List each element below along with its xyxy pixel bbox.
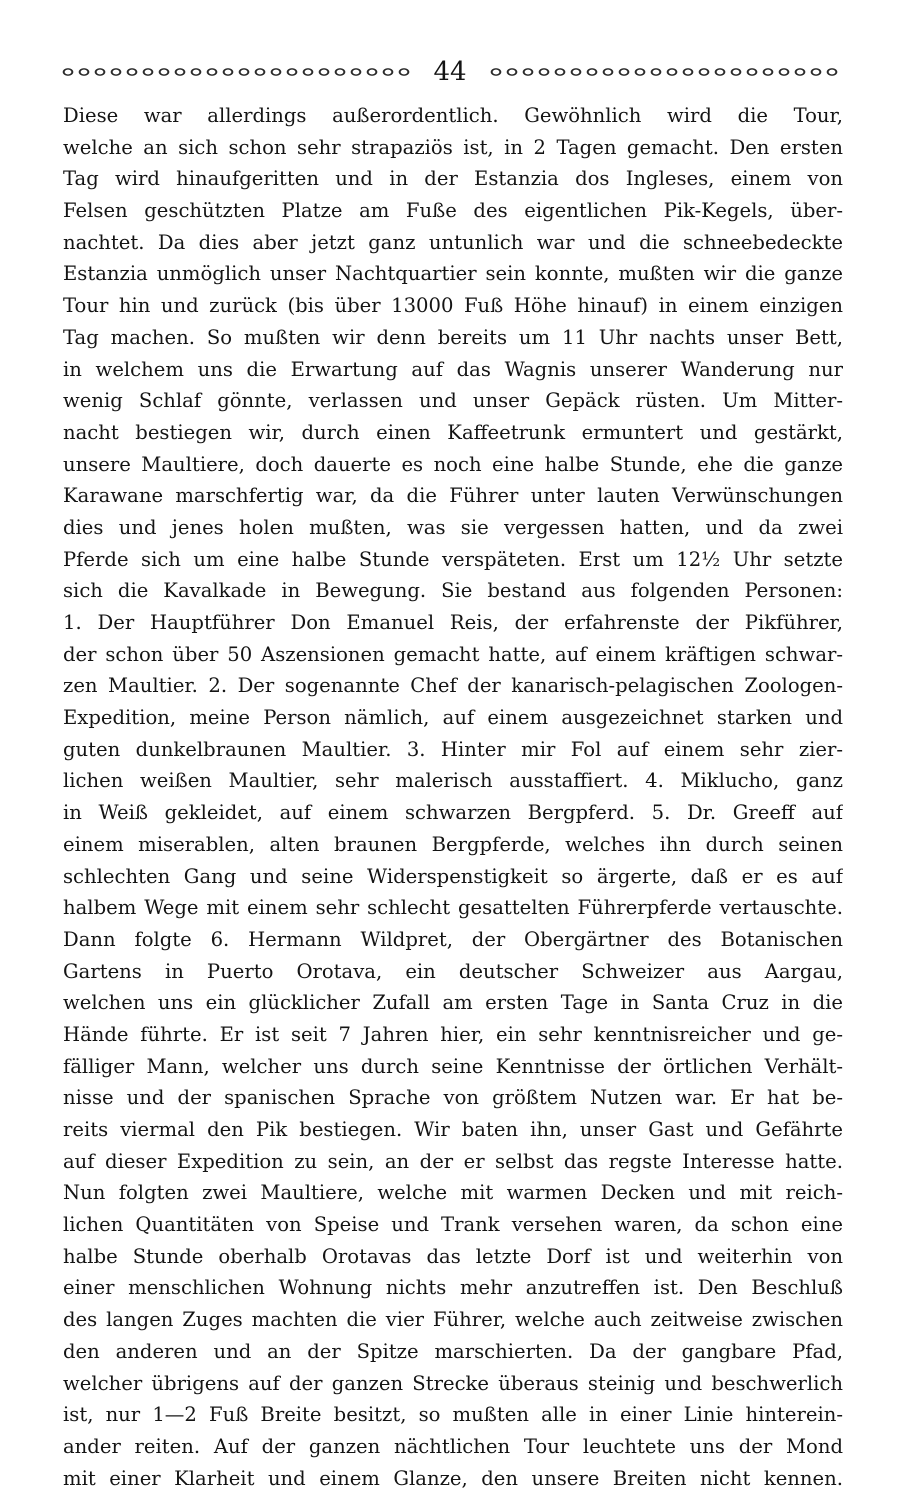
body-text <box>63 100 843 1494</box>
text-line: mit einer Klarheit und einem Glanze, den unsere Breiten nicht kennen. <box>63 1466 843 1490</box>
page-header <box>60 52 840 92</box>
text-line: reits viermal den Pik bestiegen. Wir baten ihn, unser Gast und Gefährte <box>63 1118 843 1141</box>
text-line: wenig Schlaf gönnte, verlassen und unser Gepäck rüsten. Um Mitter- <box>63 389 843 413</box>
text-line: halbem Wege mit einem sehr schlecht gesattelten Führerpferde vertauschte. <box>63 896 843 920</box>
text-line: Karawane marschfertig war, da die Führer unter lauten Verwünschungen <box>63 484 843 508</box>
text-line: welchen uns ein glücklicher Zufall am ersten Tage in Santa Cruz in die <box>63 991 843 1015</box>
text-line: unsere Maultiere, doch dauerte es noch eine halbe Stunde, ehe die ganze <box>63 452 843 476</box>
text-line: Diese war allerdings außerordentlich. Gewöhnlich wird die Tour, <box>63 104 843 127</box>
text-line: Tour hin und zurück (bis über 13000 Fuß Höhe hinauf) in einem einzigen <box>63 294 843 318</box>
text-line: Dann folgte 6. Hermann Wildpret, der Obergärtner des Botanischen <box>63 927 843 951</box>
text-line: ander reiten. Auf der ganzen nächtlichen Tour leuchtete uns der Mond <box>63 1434 843 1458</box>
text-line: zen Maultier. 2. Der sogenannte Chef der kanarisch-pelagischen Zoologen- <box>63 674 843 698</box>
text-line: lichen Quantitäten von Speise und Trank versehen waren, da schon eine <box>63 1213 843 1237</box>
text-line: welche an sich schon sehr strapaziös ist, in 2 Tagen gemacht. Den ersten <box>63 135 843 159</box>
text-line: sich die Kavalkade in Bewegung. Sie bestand aus folgenden Personen: <box>63 579 843 603</box>
text-line: Nun folgten zwei Maultiere, welche mit warmen Decken und mit reich- <box>63 1181 843 1205</box>
text-line: schlechten Gang und seine Widerspenstigkeit so ärgerte, daß er es auf <box>63 864 843 888</box>
text-line: einem miserablen, alten braunen Bergpferde, welches ihn durch seinen <box>63 832 843 856</box>
text-line: Estanzia unmöglich unser Nachtquartier sein konnte, mußten wir die ganze <box>63 262 843 286</box>
text-line: Hände führte. Er ist seit 7 Jahren hier, ein sehr kenntnisreicher und ge- <box>63 1022 843 1046</box>
text-line: in Weiß gekleidet, auf einem schwarzen Bergpferd. 5. Dr. Greeff auf <box>63 801 843 825</box>
text-line: welcher übrigens auf der ganzen Strecke überaus steinig und beschwerlich <box>63 1371 843 1395</box>
text-line: nachtet. Da dies aber jetzt ganz untunlich war und die schneebedeckte <box>63 230 843 254</box>
ornamental-rule-right <box>488 64 840 80</box>
text-line: auf dieser Expedition zu sein, an der er selbst das regste Interesse hatte. <box>63 1149 843 1173</box>
text-line: der schon über 50 Aszensionen gemacht hatte, auf einem kräftigen schwar- <box>63 642 843 666</box>
text-line: Gartens in Puerto Orotava, ein deutscher Schweizer aus Aargau, <box>63 959 843 983</box>
text-line: ist, nur 1—2 Fuß Breite besitzt, so mußten alle in einer Linie hinterein- <box>63 1403 843 1427</box>
text-line: einer menschlichen Wohnung nichts mehr anzutreffen ist. Den Beschluß <box>63 1276 843 1300</box>
text-line: Expedition, meine Person nämlich, auf einem ausgezeichnet starken und <box>63 706 843 730</box>
ornamental-rule-left <box>60 64 412 80</box>
text-line: den anderen und an der Spitze marschierten. Da der gangbare Pfad, <box>63 1339 843 1363</box>
text-line: halbe Stunde oberhalb Orotavas das letzte Dorf ist und weiterhin von <box>63 1244 843 1268</box>
text-line: guten dunkelbraunen Maultier. 3. Hinter mir Fol auf einem sehr zier- <box>63 737 843 761</box>
text-line: lichen weißen Maultier, sehr malerisch ausstaffiert. 4. Miklucho, ganz <box>63 769 843 793</box>
text-line: nisse und der spanischen Sprache von größtem Nutzen war. Er hat be- <box>63 1086 843 1110</box>
text-line: in welchem uns die Erwartung auf das Wagnis unserer Wanderung nur <box>63 357 843 381</box>
page-number: 44 <box>433 57 467 87</box>
text-line: Tag machen. So mußten wir denn bereits um 11 Uhr nachts unser Bett, <box>63 325 843 349</box>
text-line: Felsen geschützten Platze am Fuße des eigentlichen Pik-Kegels, über- <box>63 199 843 223</box>
text-line: nacht bestiegen wir, durch einen Kaffeetrunk ermuntert und gestärkt, <box>63 420 843 444</box>
text-line: dies und jenes holen mußten, was sie vergessen hatten, und da zwei <box>63 515 843 539</box>
text-line: 1. Der Hauptführer Don Emanuel Reis, der erfahrenste der Pikführer, <box>63 611 843 634</box>
text-line: Pferde sich um eine halbe Stunde verspäteten. Erst um 12½ Uhr setzte <box>63 547 843 571</box>
text-line: des langen Zuges machten die vier Führer, welche auch zeitweise zwischen <box>63 1308 843 1332</box>
text-line: fälliger Mann, welcher uns durch seine Kenntnisse der örtlichen Verhält- <box>63 1054 843 1078</box>
text-line: Tag wird hinaufgeritten und in der Estanzia dos Ingleses, einem von <box>63 167 843 191</box>
